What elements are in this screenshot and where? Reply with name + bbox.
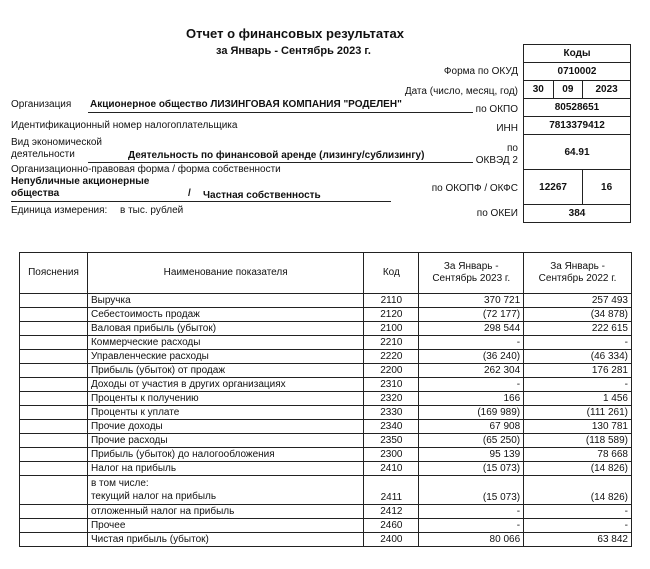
row-name: Выручка xyxy=(87,294,363,308)
codes-box xyxy=(523,44,631,223)
row-value-2023: 95 139 xyxy=(419,448,524,462)
date-year: 2023 xyxy=(583,81,631,99)
row-value-2023: (15 073) xyxy=(419,476,524,505)
row-code: 2120 xyxy=(364,308,419,322)
row-value-2023: - xyxy=(419,505,524,519)
row-value-2022: 222 615 xyxy=(524,322,632,336)
row-code: 2410 xyxy=(364,462,419,476)
row-name: отложенный налог на прибыль xyxy=(87,505,363,519)
row-name: текущий налог на прибыль xyxy=(90,491,217,502)
table-row-deferred-tax xyxy=(20,505,632,519)
row-name: Налог на прибыль xyxy=(87,462,363,476)
row-code: 2110 xyxy=(364,294,419,308)
activity-value: Деятельность по финансовой аренде (лизингу/сублизингу) xyxy=(128,150,425,161)
inn-code-label: ИНН xyxy=(496,123,518,134)
okei-label: по ОКЕИ xyxy=(476,208,518,219)
incl-label: в том числе: xyxy=(90,478,149,489)
table-row xyxy=(20,322,632,336)
row-value-2022: 176 281 xyxy=(524,364,632,378)
codes-header: Коды xyxy=(524,45,631,63)
row-code: 2411 xyxy=(364,476,419,505)
row-value-2023: (72 177) xyxy=(419,308,524,322)
table-row-net-profit xyxy=(20,533,632,547)
ownership-sep: / xyxy=(188,188,191,199)
row-name: Прочее xyxy=(87,519,363,533)
row-code: 2220 xyxy=(364,350,419,364)
row-value-2023: 80 066 xyxy=(419,533,524,547)
row-name: Чистая прибыль (убыток) xyxy=(87,533,363,547)
row-value-2022: (14 826) xyxy=(524,462,632,476)
row-code: 2200 xyxy=(364,364,419,378)
unit-label: Единица измерения: xyxy=(11,205,108,216)
row-name: Проценты к получению xyxy=(87,392,363,406)
okopf-label: по ОКОПФ / ОКФС xyxy=(431,183,518,194)
table-row xyxy=(20,308,632,322)
inn-label: Идентификационный номер налогоплательщика xyxy=(11,120,238,131)
row-code: 2412 xyxy=(364,505,419,519)
okud-label: Форма по ОКУД xyxy=(443,66,518,77)
okei-value: 384 xyxy=(524,205,631,223)
table-row xyxy=(20,392,632,406)
row-code: 2300 xyxy=(364,448,419,462)
row-name: Прочие доходы xyxy=(87,420,363,434)
row-value-2023: (65 250) xyxy=(419,434,524,448)
activity-label-1: Вид экономической xyxy=(11,137,102,148)
row-value-2023: 67 908 xyxy=(419,420,524,434)
row-name: Проценты к уплате xyxy=(87,406,363,420)
table-row xyxy=(20,406,632,420)
table-row xyxy=(20,364,632,378)
org-label: Организация xyxy=(11,99,72,110)
row-value-2023: 370 721 xyxy=(419,294,524,308)
row-name: Доходы от участия в других организациях xyxy=(87,378,363,392)
legal-form-value-1: Непубличные акционерные xyxy=(11,176,150,187)
okved-label-1: по xyxy=(507,143,518,154)
row-value-2023: - xyxy=(419,378,524,392)
legal-form-label: Организационно-правовая форма / форма собственности xyxy=(11,164,281,175)
col-header-2022: За Январь - Сентябрь 2022 г. xyxy=(524,253,632,294)
report-title: Отчет о финансовых результатах xyxy=(186,26,404,41)
row-code: 2400 xyxy=(364,533,419,547)
activity-label-2: деятельности xyxy=(11,149,75,160)
row-value-2022: (111 261) xyxy=(524,406,632,420)
row-name: Прибыль (убыток) до налогообложения xyxy=(87,448,363,462)
row-value-2022: (46 334) xyxy=(524,350,632,364)
row-value-2022: - xyxy=(524,519,632,533)
col-header-code: Код xyxy=(364,253,419,294)
table-row xyxy=(20,448,632,462)
row-value-2022: (34 878) xyxy=(524,308,632,322)
col-header-name: Наименование показателя xyxy=(87,253,363,294)
date-day: 30 xyxy=(524,81,554,99)
table-row xyxy=(20,434,632,448)
financial-results-table xyxy=(19,252,632,547)
row-code: 2320 xyxy=(364,392,419,406)
org-value: Акционерное общество ЛИЗИНГОВАЯ КОМПАНИЯ "РОДЕЛЕН" xyxy=(90,99,402,110)
row-value-2022: 130 781 xyxy=(524,420,632,434)
row-value-2022: 63 842 xyxy=(524,533,632,547)
row-code: 2310 xyxy=(364,378,419,392)
row-value-2022: - xyxy=(524,378,632,392)
date-month: 09 xyxy=(553,81,583,99)
table-header-row xyxy=(20,253,632,294)
row-name: Прибыль (убыток) от продаж xyxy=(87,364,363,378)
okfs-value: 16 xyxy=(583,170,631,205)
okud-value: 0710002 xyxy=(524,63,631,81)
row-value-2023: - xyxy=(419,336,524,350)
table-row xyxy=(20,350,632,364)
row-code: 2210 xyxy=(364,336,419,350)
row-value-2022: - xyxy=(524,505,632,519)
row-value-2022: 1 456 xyxy=(524,392,632,406)
row-value-2022: 78 668 xyxy=(524,448,632,462)
unit-value: в тыс. рублей xyxy=(120,205,184,216)
row-value-2023: - xyxy=(419,519,524,533)
row-name: Управленческие расходы xyxy=(87,350,363,364)
okved-value: 64.91 xyxy=(524,135,631,170)
row-code: 2460 xyxy=(364,519,419,533)
ownership-value: Частная собственность xyxy=(203,190,321,201)
okpo-label: по ОКПО xyxy=(475,104,518,115)
okopf-value: 12267 xyxy=(524,170,583,205)
col-header-2023: За Январь - Сентябрь 2023 г. xyxy=(419,253,524,294)
row-code: 2100 xyxy=(364,322,419,336)
row-code: 2350 xyxy=(364,434,419,448)
table-row xyxy=(20,294,632,308)
table-row-other xyxy=(20,519,632,533)
col-header-notes: Пояснения xyxy=(20,253,88,294)
row-name: Прочие расходы xyxy=(87,434,363,448)
row-code: 2340 xyxy=(364,420,419,434)
okved-label-2: ОКВЭД 2 xyxy=(475,155,518,166)
report-period: за Январь - Сентябрь 2023 г. xyxy=(216,45,371,57)
table-row xyxy=(20,336,632,350)
row-name: Валовая прибыль (убыток) xyxy=(87,322,363,336)
row-value-2023: (36 240) xyxy=(419,350,524,364)
table-row xyxy=(20,462,632,476)
row-code: 2330 xyxy=(364,406,419,420)
table-row xyxy=(20,378,632,392)
okpo-value: 80528651 xyxy=(524,99,631,117)
date-label: Дата (число, месяц, год) xyxy=(404,86,518,97)
legal-form-value-2: общества xyxy=(11,188,60,199)
row-value-2022: - xyxy=(524,336,632,350)
row-name: Коммерческие расходы xyxy=(87,336,363,350)
row-value-2023: (169 989) xyxy=(419,406,524,420)
table-row xyxy=(20,420,632,434)
inn-value: 7813379412 xyxy=(524,117,631,135)
row-value-2023: 166 xyxy=(419,392,524,406)
row-value-2022: 257 493 xyxy=(524,294,632,308)
row-name: Себестоимость продаж xyxy=(87,308,363,322)
row-value-2022: (118 589) xyxy=(524,434,632,448)
row-value-2023: (15 073) xyxy=(419,462,524,476)
row-value-2023: 298 544 xyxy=(419,322,524,336)
row-value-2023: 262 304 xyxy=(419,364,524,378)
row-value-2022: (14 826) xyxy=(524,476,632,505)
table-row-current-tax xyxy=(20,476,632,505)
